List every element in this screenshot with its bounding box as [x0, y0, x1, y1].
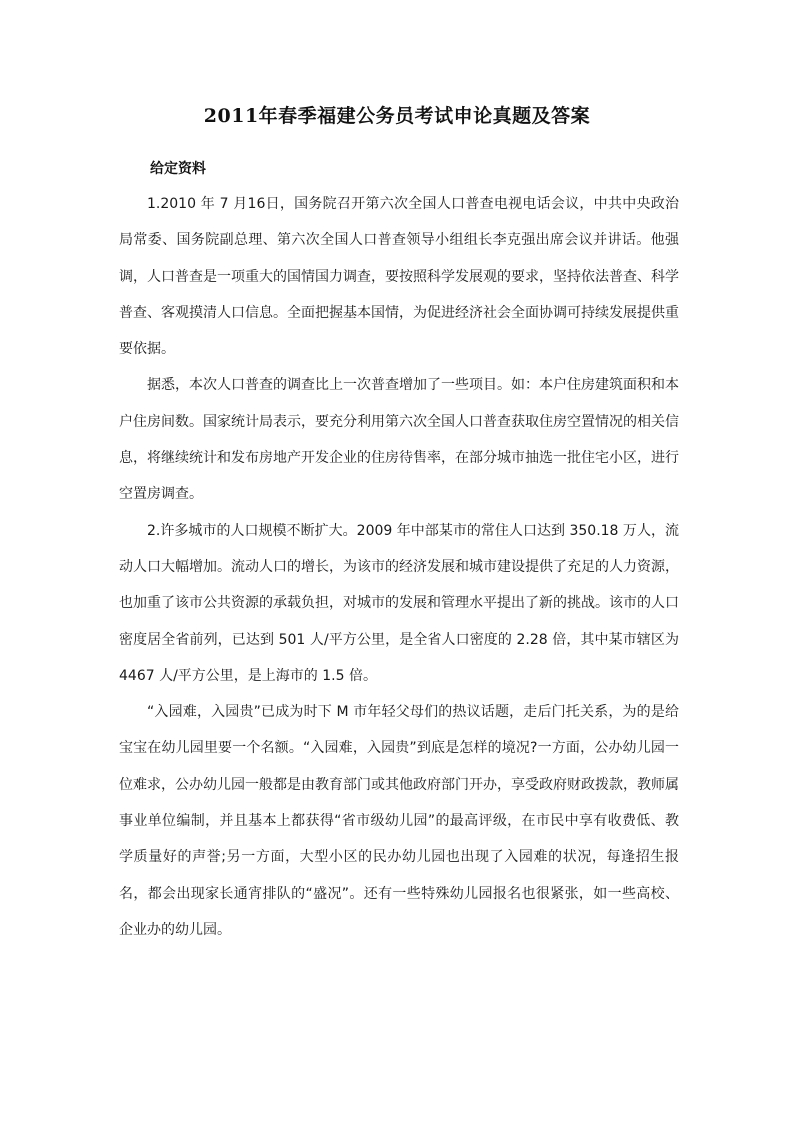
paragraph-2: 据悉，本次人口普查的调查比上一次普查增加了一些项目。如：本户住房建筑面积和本户住房间数。国家统计局表示，要充分利用第六次全国人口普查获取住房空置情况的相关信息，将继续统计和发布房地产开发企业的住房待售率，在部分城市抽选一批住宅小区，进行空置房调查。	[119, 377, 679, 503]
paragraph-4: “入园难，入园贵”已成为时下 M 市年轻父母们的热议话题，走后门托关系，为的是给宝宝在幼儿园里要一个名额。“入园难，入园贵”到底是怎样的境况?一方面，公办幼儿园一位难求，公办幼儿园一般都是由教育部门或其他政府部门开办，享受政府财政拨款，教师属事业单位编制，并且基本上都获得“省市级幼儿园”的最高评级，在市民中享有收费低、教学质量好的声誉;另一方面，大型小区的民办幼儿园也出现了入园难的状况，每逢招生报名，都会出现家长通宵排队的“盛况”。还有一些特殊幼儿园报名也很紧张，如一些高校、企业办的幼儿园。	[119, 704, 679, 938]
document-body	[119, 186, 679, 948]
section-heading: 给定资料	[150, 161, 206, 177]
paragraph-3: 2.许多城市的人口规模不断扩大。2009 年中部某市的常住人口达到 350.18 万人，流动人口大幅增加。流动人口的增长，为该市的经济发展和城市建设提供了充足的人力资源，也加重了该市公共资源的承载负担，对城市的发展和管理水平提出了新的挑战。该市的人口密度居全省前列，已达到 501 人/平方公里，是全省人口密度的 2.28 倍，其中某市辖区为 4467 人/平方公里，是上海市的 1.5 倍。	[119, 522, 679, 684]
paragraph-1: 1.2010 年 7 月16日，国务院召开第六次全国人口普查电视电话会议，中共中央政治局常委、国务院副总理、第六次全国人口普查领导小组组长李克强出席会议并讲话。他强调，人口普查是一项重大的国情国力调查，要按照科学发展观的要求，坚持依法普查、科学普查、客观摸清人口信息。全面把握基本国情，为促进经济社会全面协调可持续发展提供重要依据。	[119, 196, 679, 358]
document-title: 2011年春季福建公务员考试申论真题及答案	[203, 105, 591, 127]
